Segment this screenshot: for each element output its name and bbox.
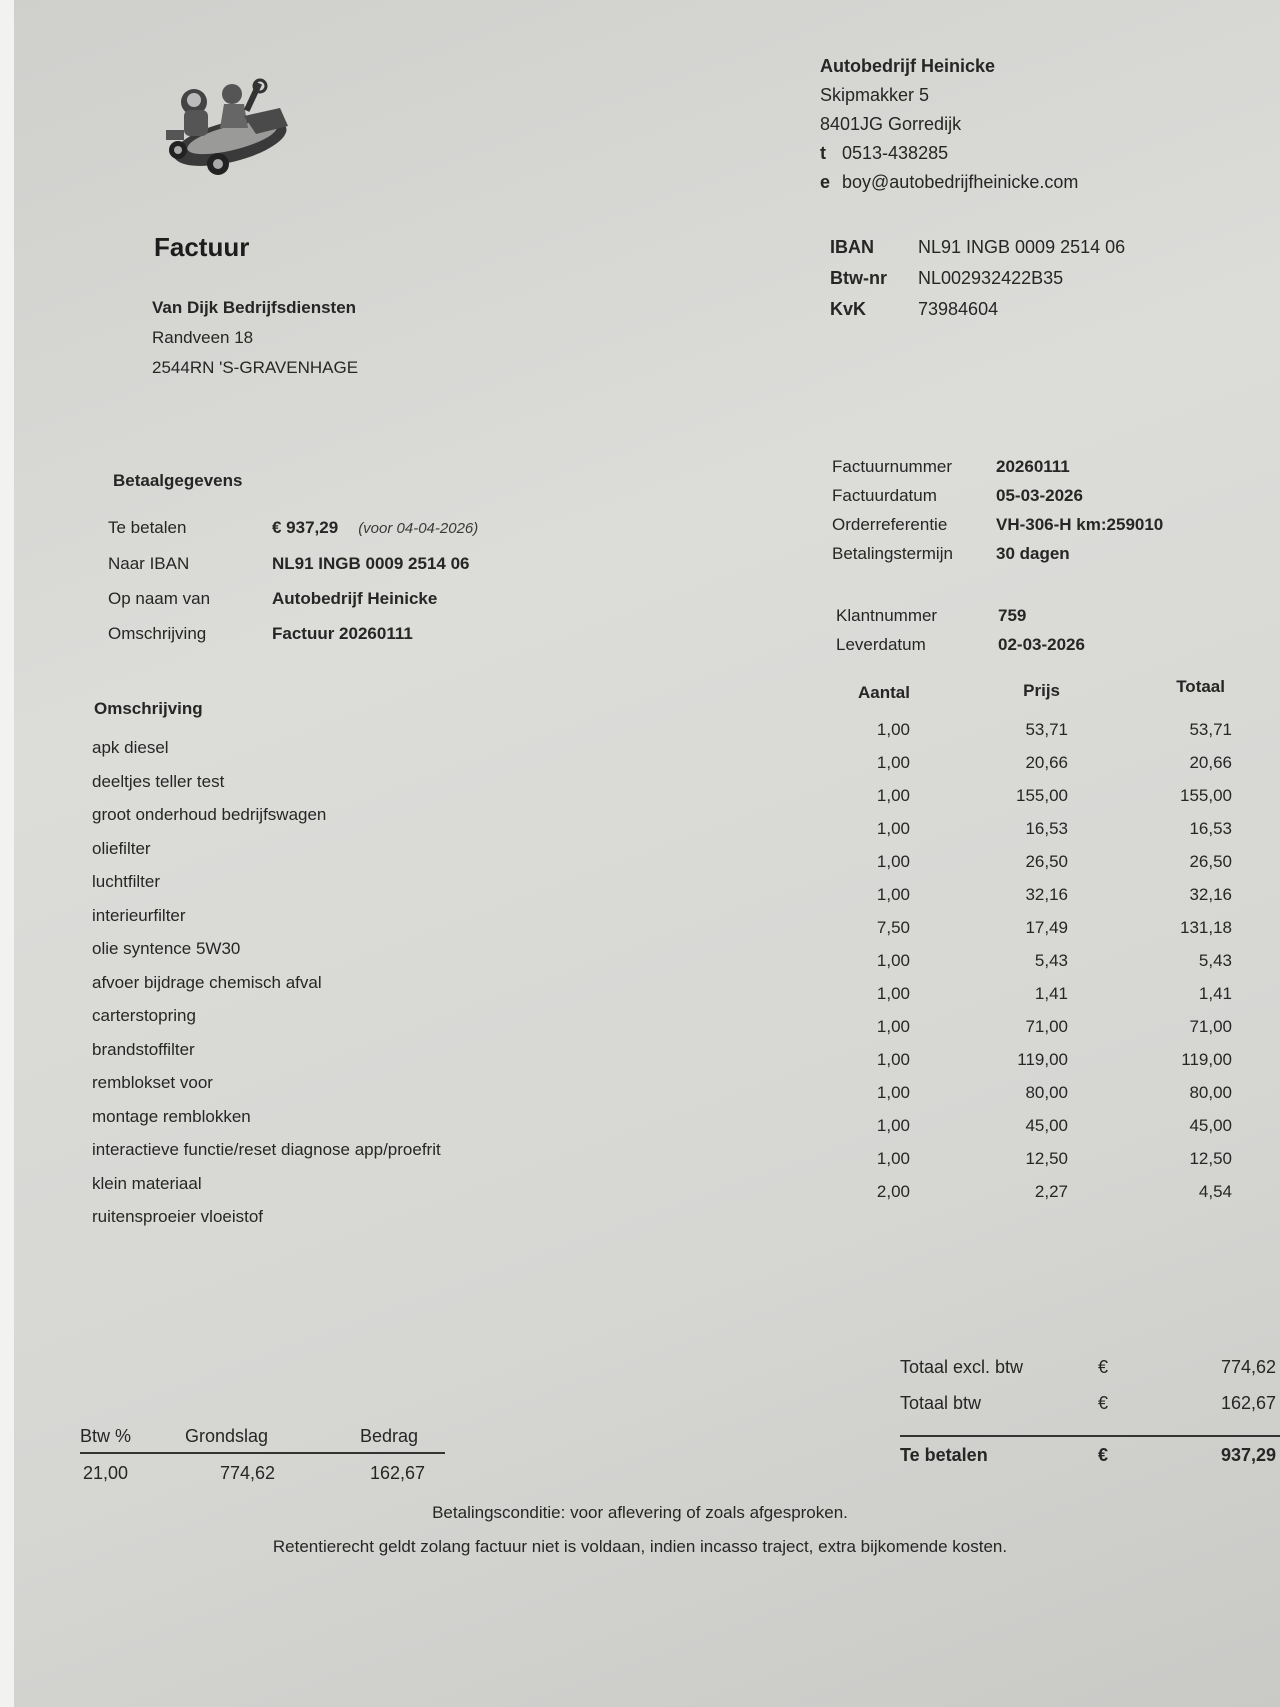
item-qty: 1,00 — [876, 885, 910, 904]
paper-edge — [0, 0, 14, 1707]
vat-base-header: Grondslag — [185, 1426, 269, 1446]
item-total: 4,54 — [1198, 1182, 1232, 1201]
items-desc-header: Omschrijving — [94, 699, 203, 718]
invoice-number: 20260111 — [996, 457, 1070, 476]
vat-base: 774,62 — [220, 1463, 276, 1483]
item-price: 17,49 — [1025, 918, 1068, 937]
customer-city: 2544RN 'S-GRAVENHAGE — [152, 358, 359, 377]
item-desc: montage remblokken — [92, 1106, 251, 1126]
items-total-header: Totaal — [1176, 677, 1225, 696]
currency-symbol: € — [1098, 1357, 1109, 1377]
item-price: 20,66 — [1025, 753, 1068, 772]
invoice-meta — [832, 452, 1163, 568]
items-desc-column — [92, 731, 441, 1234]
item-total: 5,43 — [1198, 951, 1232, 970]
item-total: 1,41 — [1198, 984, 1232, 1003]
item-qty: 1,00 — [876, 819, 910, 838]
customer-street: Randveen 18 — [152, 328, 254, 347]
currency-symbol: € — [1098, 1393, 1109, 1413]
company-iban: NL91 INGB 0009 2514 06 — [918, 237, 1126, 257]
item-price: 1,41 — [1034, 984, 1068, 1003]
item-total: 131,18 — [1180, 918, 1232, 937]
due-note: (voor 04-04-2026) — [358, 520, 479, 537]
item-desc: interactieve functie/reset diagnose app/proefrit — [92, 1140, 441, 1159]
payee-label: Op naam van — [108, 589, 211, 608]
garage-logo — [160, 76, 295, 180]
item-qty: 1,00 — [876, 1116, 910, 1135]
vat-number-label: Btw-nr — [830, 268, 887, 288]
item-price: 12,50 — [1025, 1149, 1068, 1168]
item-price: 45,00 — [1025, 1116, 1068, 1135]
item-total: 12,50 — [1189, 1149, 1232, 1168]
currency-symbol: € — [1098, 1445, 1109, 1465]
item-qty: 1,00 — [876, 1050, 910, 1069]
company-vat-number: NL002932422B35 — [918, 268, 1064, 288]
reference-label: Omschrijving — [108, 624, 207, 643]
company-street: Skipmakker 5 — [820, 85, 930, 105]
payment-terms: 30 dagen — [996, 544, 1070, 563]
item-desc: oliefilter — [92, 838, 151, 858]
retention-notice: Retentierecht geldt zolang factuur niet is voldaan, indien incasso traject, extra bijkomende kosten. — [272, 1537, 1008, 1556]
item-total: 53,71 — [1189, 720, 1232, 739]
items-qty-header: Aantal — [858, 683, 910, 702]
vat-amount-header: Bedrag — [360, 1426, 419, 1446]
item-total: 32,16 — [1189, 885, 1232, 904]
total-vat-value: 162,67 — [1220, 1393, 1276, 1413]
item-qty: 1,00 — [876, 753, 910, 772]
item-total: 26,50 — [1189, 852, 1232, 871]
amount-value: € 937,29 — [272, 518, 339, 537]
order-reference: VH-306-H km:259010 — [996, 515, 1164, 534]
item-desc: klein materiaal — [92, 1173, 202, 1193]
item-desc: luchtfilter — [92, 872, 161, 891]
item-price: 32,16 — [1025, 885, 1068, 904]
invoice-date-label: Factuurdatum — [832, 486, 937, 505]
item-desc: afvoer bijdrage chemisch afval — [92, 972, 322, 992]
company-block — [820, 52, 1078, 197]
total-pay-value: 937,29 — [1220, 1445, 1276, 1465]
company-email: boy@autobedrijfheinicke.com — [842, 172, 1079, 192]
payee-value: Autobedrijf Heinicke — [272, 589, 438, 608]
payment-condition: Betalingsconditie: voor aflevering of zoals afgesproken. — [432, 1503, 848, 1522]
item-qty: 1,00 — [876, 852, 910, 871]
payment-terms-label: Betalingstermijn — [832, 544, 953, 563]
item-price: 80,00 — [1025, 1083, 1068, 1102]
vat-table-header — [80, 1426, 445, 1454]
company-city: 8401JG Gorredijk — [820, 114, 962, 134]
items-price-header: Prijs — [1023, 681, 1060, 700]
item-qty: 1,00 — [876, 1083, 910, 1102]
item-qty: 2,00 — [876, 1182, 910, 1201]
kvk-label: KvK — [830, 299, 867, 319]
item-desc: interieurfilter — [92, 905, 186, 925]
item-qty: 1,00 — [876, 720, 910, 739]
delivery-date: 02-03-2026 — [998, 635, 1085, 654]
payment-title: Betaalgegevens — [113, 471, 243, 490]
totals-divider — [900, 1435, 1280, 1437]
company-email-row — [820, 168, 1078, 197]
items-price-column — [978, 713, 1068, 1208]
item-desc: groot onderhoud bedrijfswagen — [92, 805, 327, 824]
item-total: 45,00 — [1189, 1116, 1232, 1135]
item-total: 155,00 — [1180, 786, 1232, 805]
bank-block — [830, 232, 1125, 325]
totals-block — [900, 1357, 1280, 1481]
item-qty: 1,00 — [876, 984, 910, 1003]
item-qty: 1,00 — [876, 1149, 910, 1168]
company-name: Autobedrijf Heinicke — [820, 56, 996, 76]
total-excl-row — [900, 1357, 1280, 1393]
vat-pct-header: Btw % — [80, 1426, 132, 1446]
to-iban-label: Naar IBAN — [108, 554, 190, 573]
total-vat-label: Totaal btw — [900, 1393, 982, 1413]
item-qty: 7,50 — [876, 918, 910, 937]
item-qty: 1,00 — [876, 1017, 910, 1036]
item-price: 155,00 — [1016, 786, 1068, 805]
company-kvk: 73984604 — [918, 299, 999, 319]
item-qty: 1,00 — [876, 786, 910, 805]
item-total: 20,66 — [1189, 753, 1232, 772]
customer-name: Van Dijk Bedrijfsdiensten — [152, 298, 357, 317]
invoice-date: 05-03-2026 — [996, 486, 1083, 505]
total-excl-label: Totaal excl. btw — [900, 1357, 1024, 1377]
amount-label: Te betalen — [108, 518, 187, 537]
item-price: 26,50 — [1025, 852, 1068, 871]
total-excl-value: 774,62 — [1220, 1357, 1276, 1377]
customer-number: 759 — [998, 606, 1027, 625]
item-desc: apk diesel — [92, 738, 169, 757]
item-total: 71,00 — [1189, 1017, 1232, 1036]
item-desc: olie syntence 5W30 — [92, 939, 241, 958]
company-phone: 0513-438285 — [842, 143, 949, 163]
invoice-number-label: Factuurnummer — [832, 457, 952, 476]
item-qty: 1,00 — [876, 951, 910, 970]
items-qty-column — [820, 713, 910, 1208]
total-vat-row — [900, 1393, 1280, 1429]
item-total: 119,00 — [1181, 1050, 1232, 1069]
item-desc: remblokset voor — [92, 1073, 213, 1092]
item-desc: carterstopring — [92, 1006, 196, 1025]
item-total: 16,53 — [1189, 819, 1232, 838]
reference-value: Factuur 20260111 — [272, 624, 413, 643]
item-desc: brandstoffilter — [92, 1039, 195, 1059]
email-label: e — [820, 172, 831, 192]
item-price: 119,00 — [1017, 1050, 1068, 1069]
item-price: 5,43 — [1034, 951, 1068, 970]
vat-table-row — [80, 1463, 445, 1489]
document-title: Factuur — [154, 232, 250, 262]
item-price: 16,53 — [1025, 819, 1068, 838]
item-price: 53,71 — [1025, 720, 1068, 739]
customer-number-label: Klantnummer — [836, 606, 938, 625]
iban-label: IBAN — [830, 237, 874, 257]
payment-details — [108, 510, 478, 651]
to-iban-value: NL91 INGB 0009 2514 06 — [272, 554, 470, 573]
phone-label: t — [820, 143, 826, 163]
delivery-date-label: Leverdatum — [836, 635, 926, 654]
total-pay-row — [900, 1445, 1280, 1481]
items-total-column — [1142, 713, 1232, 1208]
company-phone-row — [820, 139, 1078, 168]
vat-amount: 162,67 — [370, 1463, 426, 1483]
item-desc: ruitensproeier vloeistof — [92, 1207, 264, 1226]
item-price: 71,00 — [1025, 1017, 1068, 1036]
item-total: 80,00 — [1189, 1083, 1232, 1102]
total-pay-label: Te betalen — [900, 1445, 988, 1465]
item-desc: deeltjes teller test — [92, 771, 225, 791]
order-reference-label: Orderreferentie — [832, 515, 948, 534]
item-price: 2,27 — [1034, 1182, 1068, 1201]
vat-pct: 21,00 — [83, 1463, 129, 1483]
customer-meta — [836, 601, 1085, 659]
customer-address — [152, 293, 358, 383]
